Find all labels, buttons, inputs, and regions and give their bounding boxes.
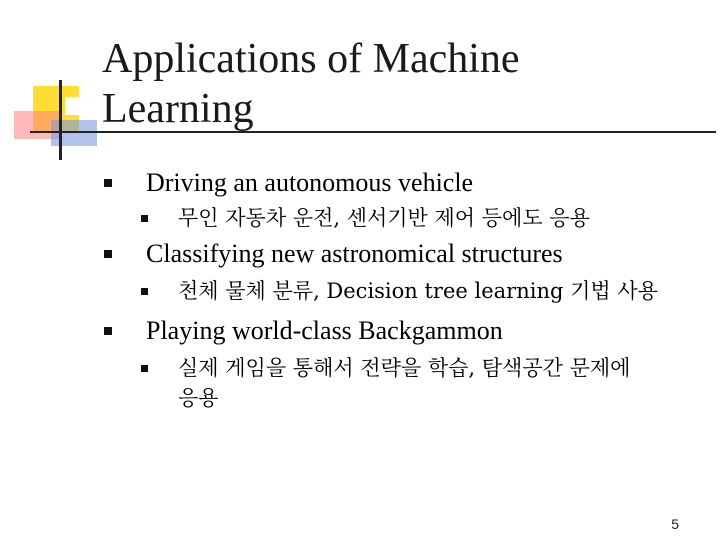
bullet-square-icon xyxy=(104,179,112,187)
decor-blue-bar xyxy=(51,120,97,146)
sub-bullet-text: 무인 자동차 운전, 센서기반 제어 등에도 응용 xyxy=(178,206,590,230)
decor-vertical-line xyxy=(59,80,62,160)
sub-bullet-text: 실제 게임을 통해서 전략을 학습, 탐색공간 문제에 xyxy=(178,356,631,380)
slide-title-line1: Applications of Machine xyxy=(102,36,520,82)
sub-bullet-item-3 xyxy=(141,356,630,380)
page-number: 5 xyxy=(671,516,679,532)
sub-bullet-text-continued: 응용 xyxy=(178,386,219,410)
bullet-item-text: Driving an autonomous vehicle xyxy=(146,168,474,197)
decor-white-square xyxy=(65,97,83,115)
slide-title xyxy=(102,34,702,134)
bullet-square-icon xyxy=(141,215,148,222)
bullet-square-icon xyxy=(104,250,112,258)
bullet-item-3 xyxy=(104,316,503,346)
bullet-square-icon xyxy=(104,327,112,335)
sub-bullet-text: 천체 물체 분류, Decision tree learning 기법 사용 xyxy=(178,279,658,303)
bullet-item-text: Classifying new astronomical structures xyxy=(146,239,563,268)
bullet-square-icon xyxy=(141,288,148,295)
sub-bullet-item-1 xyxy=(141,206,590,230)
sub-bullet-item-2 xyxy=(141,279,658,303)
slide-title-line2: Learning xyxy=(102,86,254,132)
bullet-item-text: Playing world-class Backgammon xyxy=(146,316,503,345)
bullet-item-1 xyxy=(104,168,473,198)
bullet-square-icon xyxy=(141,365,148,372)
bullet-item-2 xyxy=(104,239,563,269)
sub-bullet-item-3-continued xyxy=(178,386,219,410)
